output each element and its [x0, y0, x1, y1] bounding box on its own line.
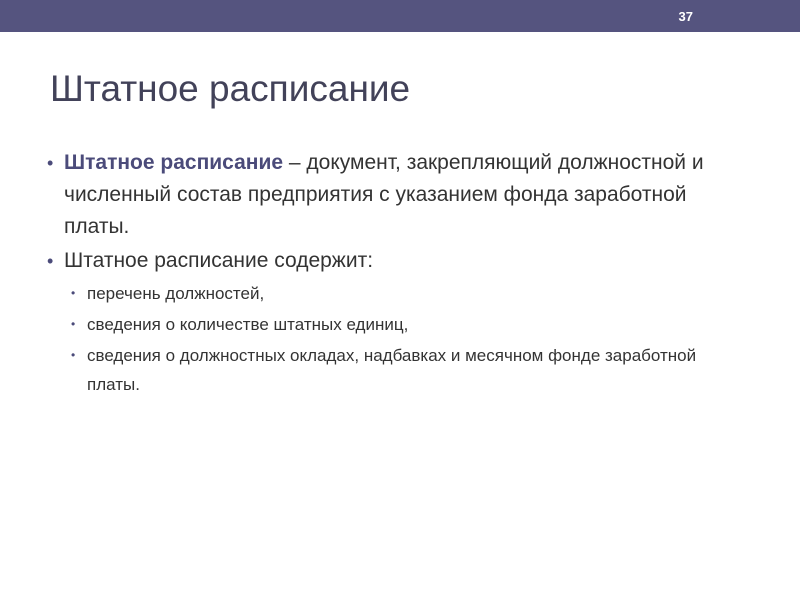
- sub-bullet-text: перечень должностей,: [87, 284, 265, 303]
- sub-bullet-list: [47, 279, 707, 399]
- sub-bullet-text: сведения о количестве штатных единиц,: [87, 315, 409, 334]
- bullet-icon: •: [71, 286, 76, 300]
- sub-bullet-item: [47, 279, 707, 308]
- bullet-icon: •: [47, 153, 54, 173]
- bullet-icon: •: [71, 348, 76, 362]
- slide-title: Штатное расписание: [50, 68, 411, 109]
- slide-content: [47, 147, 707, 401]
- bullet-icon: •: [71, 317, 76, 331]
- sub-bullet-text: сведения о должностных окладах, надбавках и месячном фонде заработной платы.: [87, 346, 697, 394]
- definition-term: Штатное расписание: [64, 151, 284, 174]
- top-bar: [0, 0, 800, 32]
- bullet-definition: [47, 147, 707, 243]
- bullet-contents: [47, 245, 707, 277]
- sub-bullet-item: [47, 341, 707, 399]
- sub-bullet-item: [47, 310, 707, 339]
- bullet-icon: •: [47, 251, 54, 271]
- contents-text: Штатное расписание содержит:: [64, 249, 374, 272]
- definition-text: – документ, закрепляющий должностной и численный состав предприятия с указанием фонда заработной платы.: [64, 151, 704, 238]
- slide-number: 37: [678, 9, 693, 24]
